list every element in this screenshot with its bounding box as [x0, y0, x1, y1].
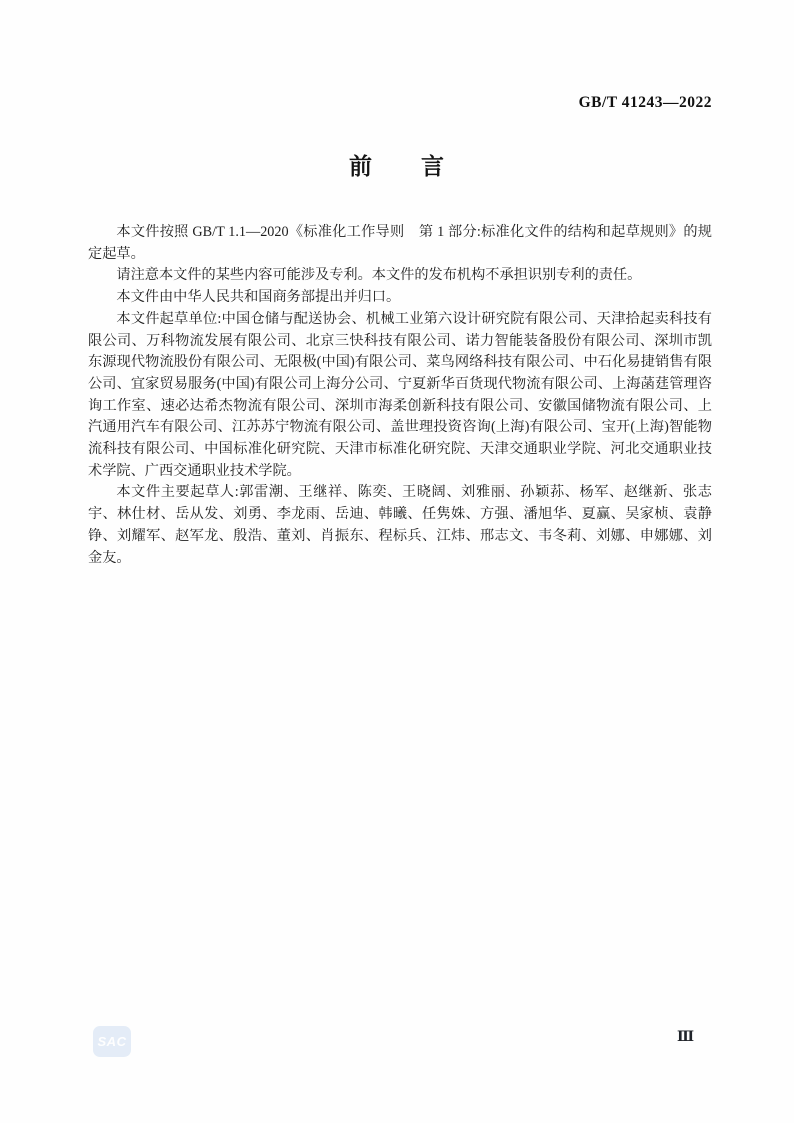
- page-title: 前 言: [349, 154, 445, 179]
- sac-logo-text: SAC: [97, 1034, 127, 1049]
- paragraph-drafting-rules: 本文件按照 GB/T 1.1—2020《标准化工作导则 第 1 部分:标准化文件的结构和起草规则》的规定起草。: [88, 224, 712, 262]
- sac-watermark-logo: [93, 1026, 131, 1057]
- paragraph-patent-notice: 请注意本文件的某些内容可能涉及专利。本文件的发布机构不承担识别专利的责任。: [116, 267, 642, 284]
- standard-code-header: GB/T 41243—2022: [578, 94, 712, 111]
- paragraph-drafting-organizations: 本文件起草单位:中国仓储与配送协会、机械工业第六设计研究院有限公司、天津拾起卖科技有限公司、万科物流发展有限公司、北京三快科技有限公司、诺力智能装备股份有限公司、深圳市凯东源现代物流股份有限公司、无限极(中国)有限公司、菜鸟网络科技有限公司、中石化易捷销售有限公司、宜家贸易服务(中国)有限公司上海分公司、宁夏新华百货现代物流有限公司、上海菡莛管理咨询工作室、速必达希杰物流有限公司、深圳市海柔创新科技有限公司、安徽国储物流有限公司、上汽通用汽车有限公司、江苏苏宁物流有限公司、盖世理投资咨询(上海)有限公司、宝开(上海)智能物流科技有限公司、中国标准化研究院、天津市标准化研究院、天津交通职业学院、河北交通职业技术学院、广西交通职业技术学院。: [88, 310, 712, 479]
- foreword-body: [88, 222, 712, 569]
- page-number: Ⅲ: [676, 1030, 694, 1045]
- paragraph-issuing-body: 本文件由中华人民共和国商务部提出并归口。: [116, 289, 401, 306]
- paragraph-main-drafters: 本文件主要起草人:郭雷潮、王继祥、陈奕、王晓阔、刘雅丽、孙颖荪、杨军、赵继新、张志宇、林仕材、岳从发、刘勇、李龙雨、岳迪、韩曦、任隽姝、方强、潘旭华、夏赢、吴家桢、袁静铮、刘耀军、赵军龙、殷浩、董刘、肖振东、程标兵、江炜、邢志文、韦冬莉、刘娜、申娜娜、刘金友。: [88, 484, 712, 566]
